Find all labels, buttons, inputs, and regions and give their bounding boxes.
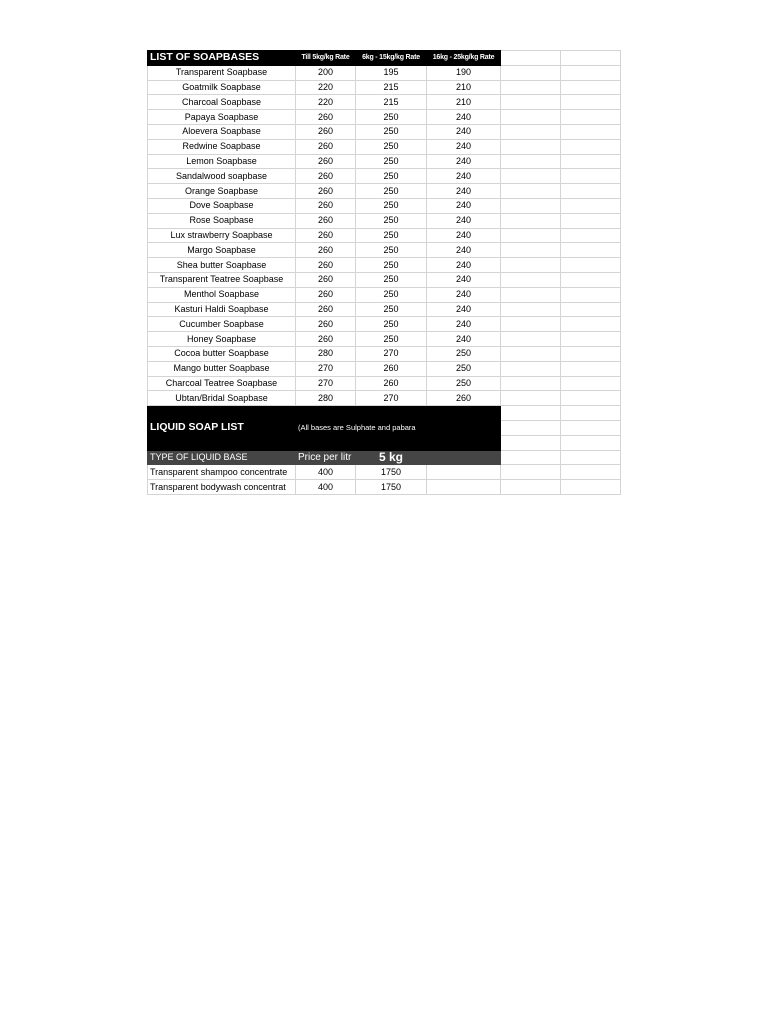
rate-till-5kg[interactable]: 260 — [296, 213, 356, 228]
empty-cell[interactable] — [561, 272, 621, 287]
rate-6-15kg[interactable]: 250 — [356, 243, 427, 258]
soapbase-name[interactable]: Redwine Soapbase — [148, 139, 296, 154]
rate-till-5kg[interactable]: 260 — [296, 124, 356, 139]
rate-till-5kg[interactable]: 270 — [296, 361, 356, 376]
empty-cell[interactable] — [501, 169, 561, 184]
soapbase-name[interactable]: Kasturi Haldi Soapbase — [148, 302, 296, 317]
rate-16-25kg[interactable]: 240 — [427, 287, 501, 302]
empty-cell[interactable] — [561, 465, 621, 480]
empty-cell[interactable] — [501, 272, 561, 287]
empty-cell[interactable] — [561, 287, 621, 302]
soapbase-row — [148, 243, 621, 258]
soapbase-name[interactable]: Lemon Soapbase — [148, 154, 296, 169]
empty-cell[interactable] — [561, 65, 621, 80]
empty-cell[interactable] — [561, 169, 621, 184]
rate-6-15kg[interactable]: 250 — [356, 184, 427, 199]
soapbase-name[interactable]: Lux strawberry Soapbase — [148, 228, 296, 243]
rate-till-5kg[interactable]: 260 — [296, 332, 356, 347]
rate-till-5kg[interactable]: 260 — [296, 139, 356, 154]
empty-cell[interactable] — [501, 95, 561, 110]
soapbase-name[interactable]: Charcoal Teatree Soapbase — [148, 376, 296, 391]
rate-16-25kg[interactable]: 240 — [427, 332, 501, 347]
empty-cell[interactable] — [561, 110, 621, 125]
soapbase-row — [148, 332, 621, 347]
empty-cell[interactable] — [427, 465, 501, 480]
soapbase-name[interactable]: Menthol Soapbase — [148, 287, 296, 302]
soapbase-row — [148, 376, 621, 391]
rate-16-25kg[interactable]: 250 — [427, 361, 501, 376]
empty-cell[interactable] — [561, 346, 621, 361]
empty-cell[interactable] — [561, 420, 621, 435]
soapbase-name[interactable]: Sandalwood soapbase — [148, 169, 296, 184]
soapbase-name[interactable]: Honey Soapbase — [148, 332, 296, 347]
rate-till-5kg[interactable]: 270 — [296, 376, 356, 391]
soapbase-row — [148, 169, 621, 184]
rate-16-25kg[interactable]: 240 — [427, 154, 501, 169]
empty-cell[interactable] — [501, 154, 561, 169]
soapbase-row — [148, 317, 621, 332]
rate-6-15kg[interactable]: 260 — [356, 361, 427, 376]
soapbase-name[interactable]: Margo Soapbase — [148, 243, 296, 258]
liquid-note[interactable]: (All bases are Sulphate and pabara — [296, 406, 427, 450]
rate-6-15kg[interactable]: 250 — [356, 169, 427, 184]
rate-6-15kg[interactable]: 250 — [356, 272, 427, 287]
soapbase-name[interactable]: Orange Soapbase — [148, 184, 296, 199]
rate-16-25kg[interactable]: 240 — [427, 139, 501, 154]
rate-16-25kg[interactable]: 250 — [427, 376, 501, 391]
soapbase-name[interactable]: Rose Soapbase — [148, 213, 296, 228]
liquid-row — [148, 480, 621, 495]
liquid-soap-list-title[interactable]: LIQUID SOAP LIST — [148, 406, 296, 450]
soapbase-row — [148, 213, 621, 228]
liquid-price-5kg[interactable]: 1750 — [356, 465, 427, 480]
rate-16-25kg[interactable]: 240 — [427, 110, 501, 125]
empty-cell[interactable] — [501, 302, 561, 317]
soapbase-row — [148, 198, 621, 213]
empty-cell[interactable] — [427, 480, 501, 495]
soapbase-row — [148, 361, 621, 376]
rate-till-5kg[interactable]: 260 — [296, 184, 356, 199]
empty-cell[interactable] — [501, 110, 561, 125]
empty-cell[interactable] — [501, 435, 561, 450]
rate-16-25kg[interactable]: 190 — [427, 65, 501, 80]
empty-cell[interactable] — [501, 198, 561, 213]
soapbase-row — [148, 287, 621, 302]
liquid-type-header[interactable]: TYPE OF LIQUID BASE — [148, 450, 296, 465]
soapbase-row — [148, 184, 621, 199]
soapbase-header-row — [148, 51, 621, 66]
rate-16-25kg[interactable]: 210 — [427, 95, 501, 110]
empty-cell[interactable] — [561, 302, 621, 317]
empty-cell[interactable] — [561, 198, 621, 213]
rate-till-5kg[interactable]: 220 — [296, 80, 356, 95]
rate-6-15kg[interactable]: 270 — [356, 346, 427, 361]
liquid-price-header[interactable]: Price per litr — [296, 450, 356, 465]
empty-cell[interactable] — [501, 80, 561, 95]
rate-6-15kg[interactable]: 250 — [356, 258, 427, 273]
rate-6-15kg[interactable]: 270 — [356, 391, 427, 406]
rate-16-25kg[interactable]: 240 — [427, 258, 501, 273]
empty-cell[interactable] — [561, 317, 621, 332]
rate-16-25kg[interactable]: 210 — [427, 80, 501, 95]
empty-cell[interactable] — [561, 51, 621, 66]
liquid-price-5kg[interactable]: 1750 — [356, 480, 427, 495]
rate-6-15kg[interactable]: 260 — [356, 376, 427, 391]
empty-cell[interactable] — [501, 65, 561, 80]
liquid-header-row — [148, 450, 621, 465]
rate-till-5kg[interactable]: 200 — [296, 65, 356, 80]
rate-till-5kg[interactable]: 260 — [296, 302, 356, 317]
rate-6-15kg[interactable]: 250 — [356, 110, 427, 125]
soapbase-row — [148, 95, 621, 110]
empty-cell[interactable] — [501, 361, 561, 376]
rate-6-15kg[interactable]: 215 — [356, 95, 427, 110]
empty-cell[interactable] — [561, 154, 621, 169]
rate-till-5kg[interactable]: 260 — [296, 154, 356, 169]
liquid-title-row — [148, 406, 621, 421]
rate-16-25kg[interactable]: 240 — [427, 213, 501, 228]
soapbase-row — [148, 391, 621, 406]
empty-cell[interactable] — [561, 361, 621, 376]
rate-16-25kg[interactable]: 240 — [427, 243, 501, 258]
rate-6-15kg[interactable]: 215 — [356, 80, 427, 95]
soapbase-name[interactable]: Aloevera Soapbase — [148, 124, 296, 139]
sheet-body — [148, 51, 621, 495]
rate-till-5kg[interactable]: 260 — [296, 228, 356, 243]
empty-cell[interactable] — [561, 184, 621, 199]
empty-cell[interactable] — [501, 243, 561, 258]
rate-6-15kg[interactable]: 250 — [356, 124, 427, 139]
rate-6-15kg[interactable]: 250 — [356, 139, 427, 154]
liquid-price-per-litre[interactable]: 400 — [296, 465, 356, 480]
soapbase-list-title[interactable]: LIST OF SOAPBASES — [148, 51, 296, 66]
soapbase-name[interactable]: Papaya Soapbase — [148, 110, 296, 125]
rate-till-5kg[interactable]: 280 — [296, 346, 356, 361]
rate-16-25kg[interactable]: 240 — [427, 228, 501, 243]
empty-cell[interactable] — [501, 287, 561, 302]
rate-16-25kg[interactable]: 240 — [427, 302, 501, 317]
soapbase-name[interactable]: Ubtan/Bridal Soapbase — [148, 391, 296, 406]
soapbase-name[interactable]: Dove Soapbase — [148, 198, 296, 213]
empty-cell[interactable] — [561, 80, 621, 95]
empty-cell[interactable] — [561, 258, 621, 273]
rate-till-5kg[interactable]: 260 — [296, 198, 356, 213]
empty-cell[interactable] — [501, 317, 561, 332]
soapbase-row — [148, 80, 621, 95]
price-sheet — [147, 50, 621, 495]
rate-6-15kg[interactable]: 250 — [356, 228, 427, 243]
rate-6-15kg[interactable]: 250 — [356, 317, 427, 332]
rate-6-15kg[interactable]: 195 — [356, 65, 427, 80]
soapbase-row — [148, 124, 621, 139]
empty-cell[interactable] — [501, 480, 561, 495]
column-header-16-25kg[interactable]: 16kg - 25kg/kg Rate — [427, 51, 501, 66]
rate-6-15kg[interactable]: 250 — [356, 154, 427, 169]
empty-cell[interactable] — [561, 228, 621, 243]
liquid-base-name[interactable]: Transparent shampoo concentrate — [148, 465, 296, 480]
rate-till-5kg[interactable]: 260 — [296, 287, 356, 302]
empty-cell[interactable] — [501, 139, 561, 154]
soapbase-name[interactable]: Mango butter Soapbase — [148, 361, 296, 376]
rate-till-5kg[interactable]: 260 — [296, 243, 356, 258]
liquid-price-per-litre[interactable]: 400 — [296, 480, 356, 495]
empty-cell[interactable] — [501, 376, 561, 391]
empty-cell[interactable] — [561, 376, 621, 391]
empty-cell[interactable] — [561, 450, 621, 465]
empty-cell[interactable] — [561, 406, 621, 421]
soapbase-row — [148, 65, 621, 80]
empty-cell[interactable] — [561, 391, 621, 406]
rate-6-15kg[interactable]: 250 — [356, 287, 427, 302]
soapbase-row — [148, 110, 621, 125]
soapbase-row — [148, 272, 621, 287]
liquid-5kg-header[interactable]: 5 kg — [356, 450, 427, 465]
soapbase-name[interactable]: Transparent Soapbase — [148, 65, 296, 80]
empty-cell[interactable] — [501, 450, 561, 465]
empty-cell[interactable] — [501, 51, 561, 66]
liquid-base-name[interactable]: Transparent bodywash concentrat — [148, 480, 296, 495]
rate-16-25kg[interactable]: 240 — [427, 198, 501, 213]
rate-16-25kg[interactable]: 240 — [427, 184, 501, 199]
rate-6-15kg[interactable]: 250 — [356, 302, 427, 317]
empty-cell[interactable] — [501, 213, 561, 228]
rate-till-5kg[interactable]: 260 — [296, 169, 356, 184]
rate-16-25kg[interactable]: 240 — [427, 272, 501, 287]
empty-cell[interactable] — [501, 391, 561, 406]
empty-cell[interactable] — [561, 435, 621, 450]
liquid-row — [148, 465, 621, 480]
soapbase-name[interactable]: Cucumber Soapbase — [148, 317, 296, 332]
black-fill-cell[interactable] — [427, 406, 501, 450]
rate-till-5kg[interactable]: 220 — [296, 95, 356, 110]
empty-cell[interactable] — [561, 213, 621, 228]
soapbase-row — [148, 228, 621, 243]
soapbase-name[interactable]: Cocoa butter Soapbase — [148, 346, 296, 361]
soapbase-row — [148, 302, 621, 317]
rate-16-25kg[interactable]: 240 — [427, 169, 501, 184]
empty-cell[interactable] — [561, 480, 621, 495]
rate-till-5kg[interactable]: 260 — [296, 110, 356, 125]
rate-till-5kg[interactable]: 260 — [296, 258, 356, 273]
rate-till-5kg[interactable]: 280 — [296, 391, 356, 406]
soapbase-row — [148, 346, 621, 361]
soapbase-name[interactable]: Charcoal Soapbase — [148, 95, 296, 110]
column-header-6-15kg[interactable]: 6kg - 15kg/kg Rate — [356, 51, 427, 66]
empty-cell[interactable] — [561, 243, 621, 258]
empty-cell[interactable] — [501, 228, 561, 243]
empty-cell[interactable] — [501, 420, 561, 435]
empty-cell[interactable] — [501, 124, 561, 139]
rate-6-15kg[interactable]: 250 — [356, 198, 427, 213]
empty-cell[interactable] — [501, 332, 561, 347]
soapbase-name[interactable]: Shea butter Soapbase — [148, 258, 296, 273]
empty-cell[interactable] — [561, 124, 621, 139]
rate-6-15kg[interactable]: 250 — [356, 332, 427, 347]
soapbase-row — [148, 154, 621, 169]
rate-16-25kg[interactable]: 250 — [427, 346, 501, 361]
empty-cell[interactable] — [501, 184, 561, 199]
empty-cell[interactable] — [561, 95, 621, 110]
grey-fill-cell[interactable] — [427, 450, 501, 465]
column-header-till-5kg[interactable]: Till 5kg/kg Rate — [296, 51, 356, 66]
rate-16-25kg[interactable]: 260 — [427, 391, 501, 406]
rate-till-5kg[interactable]: 260 — [296, 272, 356, 287]
soapbase-row — [148, 258, 621, 273]
rate-16-25kg[interactable]: 240 — [427, 124, 501, 139]
empty-cell[interactable] — [501, 258, 561, 273]
rate-16-25kg[interactable]: 240 — [427, 317, 501, 332]
empty-cell[interactable] — [501, 346, 561, 361]
rate-6-15kg[interactable]: 250 — [356, 213, 427, 228]
empty-cell[interactable] — [501, 465, 561, 480]
soapbase-row — [148, 139, 621, 154]
empty-cell[interactable] — [561, 139, 621, 154]
empty-cell[interactable] — [561, 332, 621, 347]
rate-till-5kg[interactable]: 260 — [296, 317, 356, 332]
soapbase-name[interactable]: Goatmilk Soapbase — [148, 80, 296, 95]
soapbase-name[interactable]: Transparent Teatree Soapbase — [148, 272, 296, 287]
empty-cell[interactable] — [501, 406, 561, 421]
